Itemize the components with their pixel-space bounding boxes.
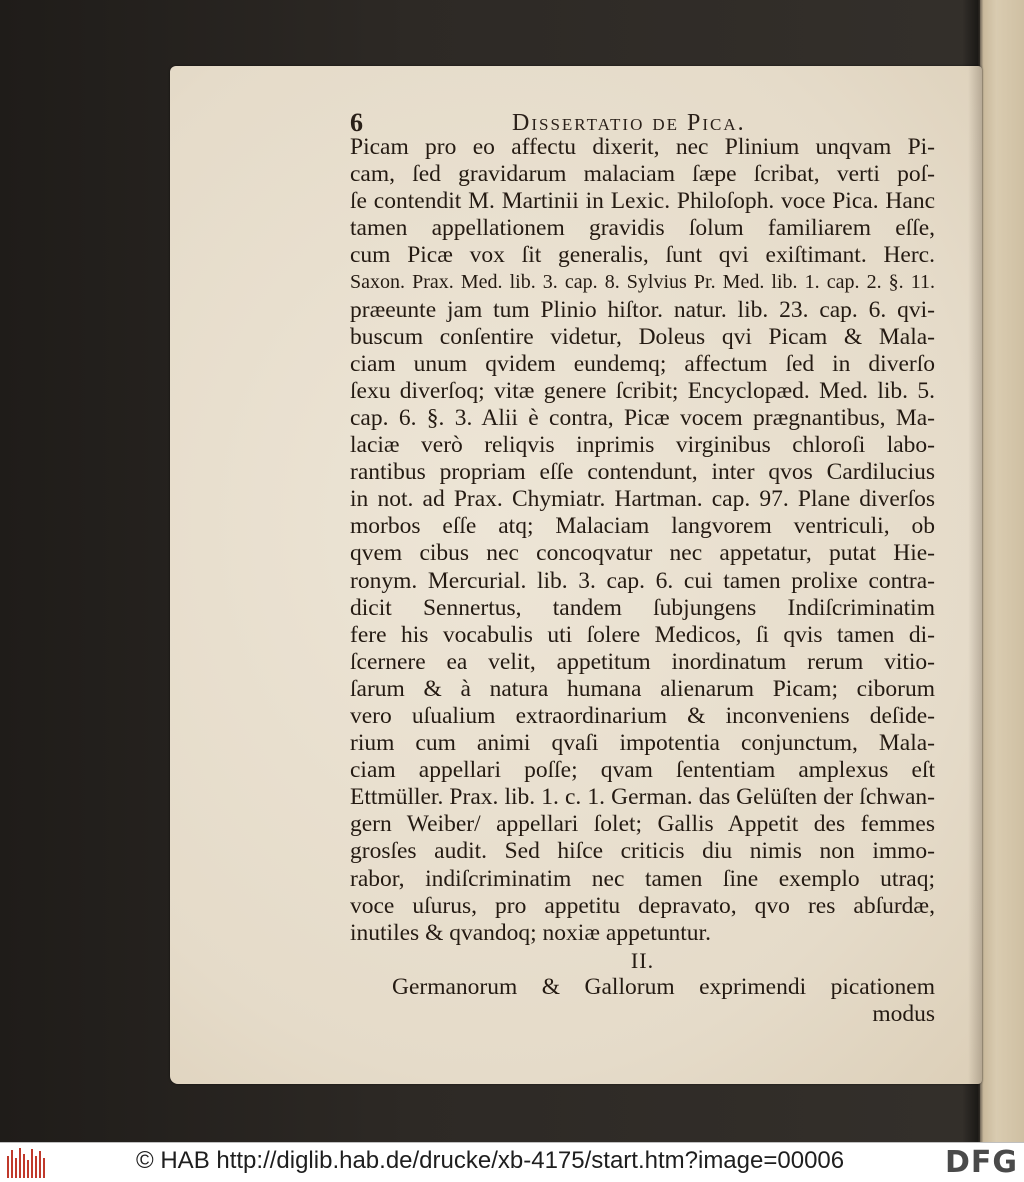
text-line: buscum conſentire videtur, Doleus qvi Picam & Mala-: [350, 323, 935, 350]
text-line: rantibus propriam eſſe contendunt, inter qvos Cardilucius: [350, 459, 935, 486]
section-number: II.: [630, 947, 655, 973]
text-line: ſe contendit M. Martinii in Lexic. Philoſoph. voce Pica. Hanc: [350, 188, 935, 215]
text-line: morbos eſſe atq; Malaciam langvorem ventriculi, ob: [350, 513, 935, 540]
book-page: [170, 66, 982, 1084]
text-line: Ettmüller. Prax. lib. 1. c. 1. German. das Gelüſten der ſchwan-: [350, 784, 935, 811]
page-edge-shading: [968, 66, 982, 1084]
text-line: gern Weiber/ appellari ſolet; Gallis Appetit des femmes: [350, 811, 935, 838]
text-line: ciam appellari poſſe; qvam ſententiam amplexus eſt: [350, 757, 935, 784]
text-line: laciæ verò reliqvis inprimis virginibus chloroſi labo-: [350, 432, 935, 459]
text-line: inutiles & qvandoq; noxiæ appetuntur.: [350, 919, 711, 946]
hab-logo-icon: [6, 1146, 48, 1180]
catchword: modus: [872, 1001, 935, 1027]
text-line: voce uſurus, pro appetitu depravato, qvo res abſurdæ,: [350, 892, 935, 919]
text-line: Picam pro eo affectu dixerit, nec Plinium unqvam Pi-: [350, 134, 935, 160]
text-line: ronym. Mercurial. lib. 3. cap. 6. cui tamen prolixe contra-: [350, 567, 935, 594]
text-line: cam, ſed gravidarum malaciam ſæpe ſcribat, verti poſ-: [350, 161, 935, 188]
text-line: cap. 6. §. 3. Alii è contra, Picæ vocem prægnantibus, Ma-: [350, 404, 935, 431]
text-line: dicit Sennertus, tandem ſubjungens Indiſcriminatim: [350, 594, 935, 621]
text-line: præeunte jam tum Plinio hiſtor. natur. lib. 23. cap. 6. qvi-: [350, 296, 935, 323]
next-page-edge: [978, 0, 1024, 1142]
text-line: vero uſualium extraordinarium & inconveniens deſide-: [350, 702, 935, 729]
body-text: [350, 134, 935, 1028]
text-line: ſcernere ea velit, appetitum inordinatum rerum vitio-: [350, 648, 935, 675]
section-heading: Germanorum & Gallorum exprimendi picationem: [392, 973, 935, 1000]
text-line: rium cum animi qvaſi impotentia conjunctum, Mala-: [350, 730, 935, 757]
dfg-logo: DFG: [944, 1145, 1018, 1180]
text-line: cum Picæ vox ſit generalis, ſunt qvi exiſtimant. Herc.: [350, 242, 935, 269]
text-line: ciam unum qvidem eundemq; affectum ſed in diverſo: [350, 350, 935, 377]
footer-bar: [0, 1142, 1024, 1182]
text-line: in not. ad Prax. Chymiatr. Hartman. cap. 97. Plane diverſos: [350, 486, 935, 513]
text-line: ſarum & à natura humana alienarum Picam; ciborum: [350, 675, 935, 702]
text-line: grosſes audit. Sed hiſce criticis diu nimis non immo-: [350, 838, 935, 865]
text-line: fere his vocabulis uti ſolere Medicos, ſi qvis tamen di-: [350, 621, 935, 648]
text-line: rabor, indiſcriminatim nec tamen ſine exemplo utraq;: [350, 865, 935, 892]
text-line: Saxon. Prax. Med. lib. 3. cap. 8. Sylvius Pr. Med. lib. 1. cap. 2. §. 11.: [350, 271, 935, 294]
citation-link[interactable]: © HAB http://diglib.hab.de/drucke/xb-4175/start.htm?image=00006: [136, 1147, 845, 1174]
running-title: Dissertatio de Pica.: [512, 110, 746, 136]
page-number: 6: [350, 108, 363, 137]
text-line: qvem cibus nec concoqvatur nec appetatur, putat Hie-: [350, 540, 935, 567]
text-line: ſexu diverſoq; vitæ genere ſcribit; Encyclopæd. Med. lib. 5.: [350, 377, 935, 404]
text-line: tamen appellationem gravidis ſolum familiarem eſſe,: [350, 215, 935, 242]
